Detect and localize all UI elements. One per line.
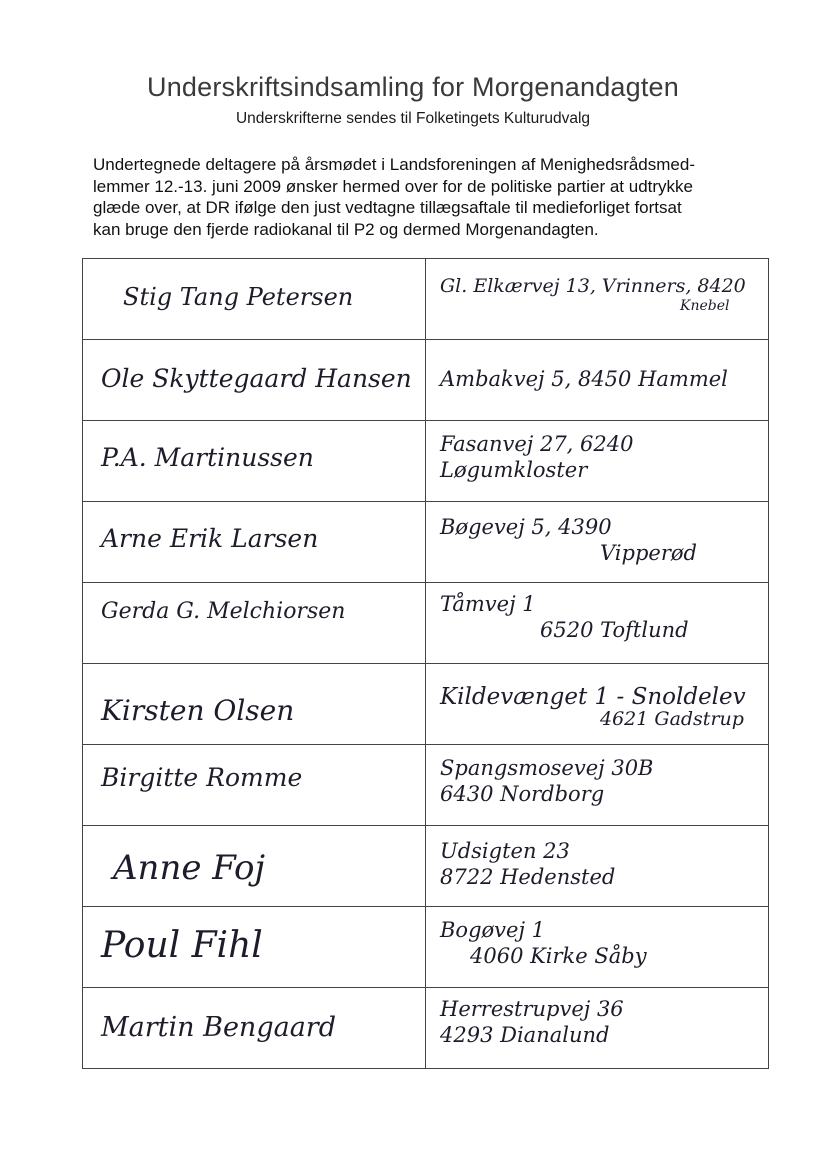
address-cell [426, 664, 769, 745]
signature-address: Spangsmosevej 30B 6430 Nordborg [440, 756, 654, 806]
name-cell [83, 988, 426, 1069]
signature-address: Herrestrupvej 36 4293 Dianalund [440, 997, 624, 1047]
signature-name: Martin Bengaard [101, 1012, 336, 1043]
signature-address: Tåmvej 1 6520 Toftlund [440, 592, 689, 642]
intro-line: glæde over, at DR ifølge den just vedtagne tillægsaftale til medieforliget fortsat [93, 198, 682, 217]
address-cell [426, 502, 769, 583]
signature-address: Fasanvej 27, 6240 Løgumkloster [440, 432, 634, 482]
signature-name: P.A. Martinussen [101, 443, 314, 472]
table-row [83, 664, 769, 745]
intro-paragraph [93, 154, 773, 240]
name-cell [83, 745, 426, 826]
name-cell [83, 340, 426, 421]
address-cell [426, 988, 769, 1069]
address-cell [426, 745, 769, 826]
signature-name: Poul Fihl [101, 925, 263, 966]
signature-address: Kildevænget 1 - Snoldelev 4621 Gadstrup [440, 684, 746, 730]
signature-name: Kirsten Olsen [101, 694, 295, 727]
address-cell [426, 259, 769, 340]
table-row [83, 745, 769, 826]
table-row [83, 340, 769, 421]
address-cell [426, 583, 769, 664]
address-cell [426, 907, 769, 988]
signature-address: Bogøvej 1 4060 Kirke Såby [440, 918, 647, 968]
address-cell [426, 340, 769, 421]
signature-address: Gl. Elkærvej 13, Vrinners, 8420 Knebel [440, 275, 746, 314]
name-cell [83, 502, 426, 583]
name-cell [83, 664, 426, 745]
signature-table [82, 258, 769, 1069]
table-row [83, 583, 769, 664]
intro-line: Undertegnede deltagere på årsmødet i Landsforeningen af Menighedsrådsmed- [93, 155, 695, 174]
name-cell [83, 259, 426, 340]
signature-name: Ole Skyttegaard Hansen [101, 364, 412, 393]
name-cell [83, 421, 426, 502]
signature-name: Stig Tang Petersen [123, 283, 354, 311]
signature-address: Bøgevej 5, 4390 Vipperød [440, 515, 697, 565]
intro-line: lemmer 12.-13. juni 2009 ønsker hermed over for de politiske partier at udtrykke [93, 176, 693, 196]
table-row [83, 907, 769, 988]
name-cell [83, 907, 426, 988]
table-row [83, 259, 769, 340]
signature-name: Anne Foj [113, 848, 266, 888]
address-cell [426, 421, 769, 502]
table-row [83, 502, 769, 583]
name-cell [83, 583, 426, 664]
document-title: Underskriftsindsamling for Morgenandagten [147, 72, 679, 102]
table-row [83, 421, 769, 502]
signature-name: Birgitte Romme [101, 763, 303, 792]
table-row [83, 826, 769, 907]
signature-address: Udsigten 23 8722 Hedensted [440, 839, 616, 889]
name-cell [83, 826, 426, 907]
intro-line: kan bruge den fjerde radiokanal til P2 og dermed Morgenandagten. [93, 219, 599, 239]
document-subtitle: Underskrifterne sendes til Folketingets Kulturudvalg [235, 110, 591, 127]
address-cell [426, 826, 769, 907]
signature-name: Gerda G. Melchiorsen [101, 599, 346, 624]
signature-name: Arne Erik Larsen [101, 524, 319, 553]
signature-address: Ambakvej 5, 8450 Hammel [440, 367, 728, 391]
table-row [83, 988, 769, 1069]
